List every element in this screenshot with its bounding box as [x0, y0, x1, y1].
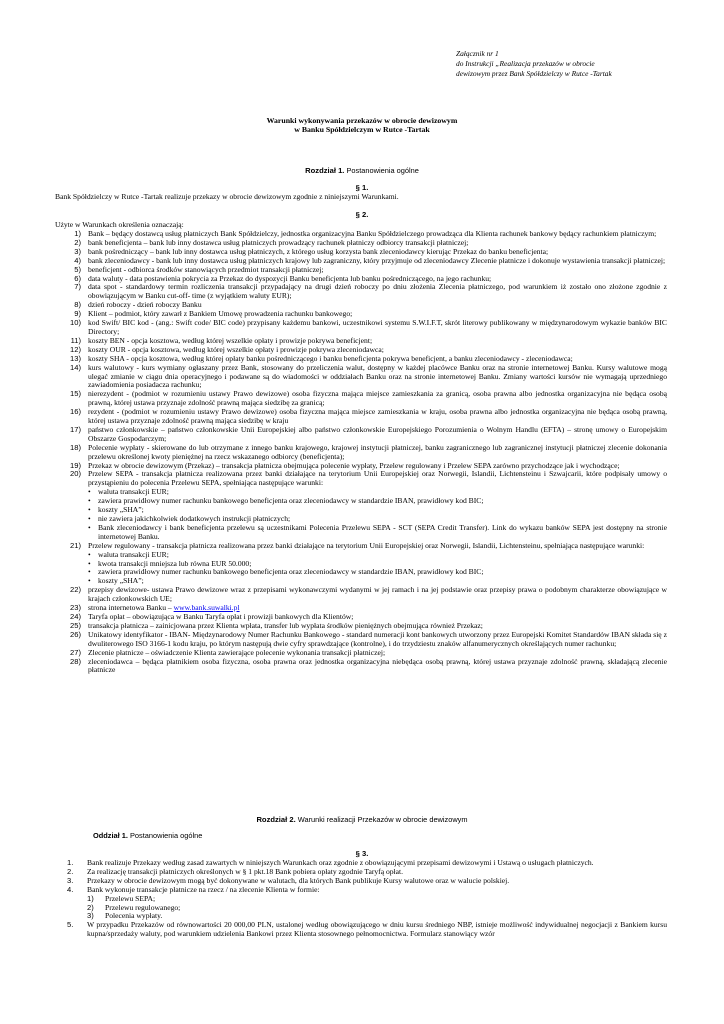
definition-text: bank zleceniodawcy - bank lub inny dostawca usług płatniczych krajowy lub zagraniczny, który przyjmuje od zleceniodawcy Zlecenie płatnicze i dokonuje wystawienia transakcji płatniczej; [88, 255, 666, 265]
definition-number: 11) [70, 335, 81, 345]
rule-number: 5. [67, 920, 74, 930]
rule-number: 1. [67, 858, 74, 867]
definition-text: państwo członkowskie – państwo członkowskie Unii Europejskiej albo państwo członkowskie Europejskiego Porozumienia o Wolnym Handlu (EFTA) – stronę umowy o Europejskim Obszarze Gospodarczym; [88, 424, 667, 443]
definition-text: kurs walutowy - kurs wymiany ogłaszany przez Bank, stosowany do przeliczenia walut, dostępny w każdej placówce Banku oraz na stronie internetowej Banku. Kursy walutowe mogą ulegać zmianie w ciągu dnia operacyjnego i podawane są do wiadomości w oddziałach Banku oraz na stronie internetowej Banku. Zmiany wartości kursów nie wymagają uprzedniego zawiadomienia posiadacza rachunku; [88, 362, 667, 390]
definition-number: 12) [70, 344, 81, 354]
rule-text: Bank realizuje Przekazy według zasad zawartych w niniejszych Warunkach oraz zgodnie z obowiązującymi przepisami dewizowymi i Ustawą o usługach płatniczych. [87, 858, 594, 867]
annex-line: do Instrukcji „Realizacja przekazów w obrocie [456, 59, 595, 68]
definition-text: koszty SHA - opcja kosztowa, według której opłaty banku pośredniczącego i banku beneficjenta pokrywa beneficjent, a banku zleceniodawcy - zleceniodawca; [88, 353, 573, 363]
definition-number: 9) [74, 309, 81, 319]
definition-number: 8) [74, 300, 81, 310]
definition-number: 2) [74, 237, 81, 247]
chapter-title: Postanowienia ogólne [346, 166, 419, 175]
definitions-list [55, 230, 667, 675]
chapter-title: Warunki realizacji Przekazów w obrocie dewizowym [297, 815, 468, 824]
condition-item: • zawiera prawidłowy numer rachunku bankowego beneficjenta oraz zleceniodawcy w standardzie IBAN, prawidłowy kod BIC; [88, 568, 667, 577]
definition-number: 5) [74, 264, 81, 274]
definitions-intro: Użyte w Warunkach określenia oznaczają: [55, 220, 184, 229]
form-option-text: Przelewu SEPA; [105, 893, 156, 903]
definition-number: 16) [70, 407, 81, 417]
definition-text: koszty OUR - opcja kosztowa, według której wszelkie opłaty i prowizje pokrywa zleceniodawca; [88, 344, 384, 354]
rule-text: Za realizację transakcji płatniczych określonych w § 1 pkt.18 Bank pobiera opłaty zgodnie Taryfą opłat. [87, 866, 404, 876]
form-option-text: Polecenia wypłaty. [105, 911, 163, 921]
form-option-number: 1) [87, 893, 94, 903]
condition-item: • waluta transakcji EUR; [88, 488, 667, 497]
definition-number: 17) [70, 424, 81, 434]
condition-item: • koszty „SHA”; [88, 577, 667, 586]
condition-item: • Bank zleceniodawcy i bank beneficjenta przelewu są uczestnikami Polecenia Przelewu SEPA - SCT (SEPA Credit Transfer). Link do wykazu banków SEPA jest dostępny na stronie internetowej Banku. [88, 524, 667, 542]
definition-number: 27) [70, 647, 81, 657]
definition-text: przepisy dewizowe- ustawa Prawo dewizowe wraz z przepisami wykonawczymi wydanymi w jej ramach i na jej podstawie oraz przepisy prawa o podobnym charakterze obowiązujące w krajach członkowskich UE; [88, 585, 667, 604]
document-title [0, 116, 724, 134]
definition-item [55, 658, 667, 676]
condition-item: • koszty „SHA”; [88, 506, 667, 515]
annex-line: Załącznik nr 1 [456, 49, 499, 58]
definition-number: 14) [70, 362, 81, 372]
definition-text: Unikatowy identyfikator - IBAN- Międzynarodowy Numer Rachunku Bankowego - standard numeracji kont bankowych utworzony przez Europejski Komitet Standardów IBAN składa się z dwuliterowego ISO 3166-1 kodu kraju, po którym następują dwie cyfry sprawdzające (kontrolne), i do trzydziestu znaków alfanumerycznych określających numer rachunku; [88, 629, 667, 648]
chapter-label: Rozdział 1. [305, 166, 345, 175]
definition-item [55, 631, 667, 649]
definition-number: 4) [74, 255, 81, 265]
definition-item [55, 283, 667, 301]
conditions-list [88, 551, 667, 587]
definition-number: 23) [70, 603, 81, 613]
division-label: Oddział 1. [93, 831, 128, 840]
rule-number: 3. [67, 875, 74, 885]
definition-item [55, 390, 667, 408]
rule-text: Bank wykonuje transakcje płatnicze na rzecz / na zlecenie Klienta w formie: [87, 884, 320, 894]
paragraph-3-sign: § 3. [355, 849, 369, 858]
definition-item [55, 426, 667, 444]
definition-number: 18) [70, 442, 81, 452]
definition-text: data waluty - data postawienia pokrycia za Przekaz do dyspozycji Banku beneficjenta lub banku pośredniczącego, na jego rachunku; [88, 273, 492, 283]
form-option-number: 2) [87, 902, 94, 912]
definition-text: Klient – podmiot, który zawarł z Bankiem Umowę prowadzenia rachunku bankowego; [88, 309, 353, 319]
form-options-list [87, 895, 667, 922]
definition-text: Zlecenie płatnicze – oświadczenie Klienta zawierające polecenie wykonania transakcji płatniczej; [88, 647, 386, 657]
definition-text: Przelew regulowany - transakcja płatnicza realizowana przez banki działające na terytorium Unii Europejskiej oraz Norwegii, Islandii, Lichtensteinu, spełniająca następujące warunki: [88, 540, 645, 550]
annex-note [456, 49, 718, 79]
definition-number: 28) [70, 656, 81, 666]
form-option-number: 3) [87, 911, 94, 921]
division-title: Postanowienia ogólne [129, 831, 203, 840]
definition-number: 21) [70, 540, 81, 550]
definition-text: koszty BEN - opcja kosztowa, według której wszelkie opłaty i prowizje pokrywa beneficjent; [88, 335, 373, 345]
definition-number: 22) [70, 585, 81, 595]
definition-text: nierezydent - (podmiot w rozumieniu ustawy Prawo dewizowe) osoba fizyczna mająca miejsce zamieszkania za granicą, osoba prawna albo jednostka organizacyjna nie będąca osobą prawną, której ustawa przyznaje zdolność prawną mająca siedzibę za granicą; [88, 389, 667, 408]
definition-item [55, 444, 667, 462]
chapter-label: Rozdział 2. [256, 815, 296, 824]
definition-item [55, 470, 667, 541]
chapter-2-heading [0, 816, 724, 825]
form-option-item [87, 904, 667, 913]
definition-number: 10) [70, 318, 81, 328]
conditions-list [88, 488, 667, 541]
rule-number: 2. [67, 866, 74, 876]
condition-item: • nie zawiera jakichkolwiek dodatkowych instrukcji płatniczych; [88, 515, 667, 524]
title-line: w Banku Spółdzielczym w Rutce -Tartak [294, 125, 430, 134]
definition-item [55, 408, 667, 426]
definition-text: bank pośredniczący – bank lub inny dostawca usług płatniczych, z którego usług korzysta bank zleceniodawcy kierując Przekaz do banku beneficjenta; [88, 246, 549, 256]
rule-item [55, 886, 667, 922]
definition-text: beneficjent - odbiorca środków stanowiących przedmiot transakcji płatniczej; [88, 264, 324, 274]
definition-text: strona internetowa Banku – [88, 603, 174, 613]
paragraph-3-list [55, 859, 667, 939]
rule-item [55, 921, 667, 939]
definition-item [55, 542, 667, 587]
definition-number: 1) [74, 229, 81, 238]
definition-text: transakcja płatnicza – zainicjowana przez Klienta wpłata, transfer lub wypłata środków pieniężnych obejmująca również Przekaz; [88, 620, 483, 630]
definition-text: Polecenie wypłaty - skierowane do lub otrzymane z innego banku krajowego, krajowej instytucji płatniczej, banku zagranicznego lub zagranicznej instytucji płatniczej zlecenie dokonania przelewu określonej kwoty pieniężnej na rzecz wskazanego odbiorcy (beneficjenta); [88, 442, 667, 461]
definition-item [55, 319, 667, 337]
bank-website-link[interactable]: www.bank.suwalki.pl [173, 603, 240, 613]
condition-item: • kwota transakcji mniejsza lub równa EUR 50.000; [88, 560, 667, 569]
title-line: Warunki wykonywania przekazów w obrocie dewizowym [266, 116, 458, 125]
rule-text: W przypadku Przekazów od równowartości 20 000,00 PLN, ustalonej według obowiązującego w dniu kursu średniego NBP, istnieje możliwość indywidualnej negocjacji z Bankiem kursu kupna/sprzedaży waluty, pod warunkiem udzielenia Bankowi przez Klienta stosownego pełnomocnictwa. Formularz stanowiący wzór [87, 920, 667, 939]
definition-text: Przekaz w obrocie dewizowym (Przekaz) – transakcja płatnicza obejmująca polecenie wypłaty, Przelew regulowany i Przelew SEPA zarówno przychodzące jak i wychodzące; [88, 460, 620, 470]
rule-text: Przekazy w obrocie dewizowym mogą być dokonywane w walutach, dla których Bank publikuje Kursy walutowe oraz w walucie polskiej. [87, 875, 510, 885]
definition-number: 24) [70, 611, 81, 621]
definition-item [55, 586, 667, 604]
chapter-1-heading [0, 167, 724, 176]
definition-text: dzień roboczy - dzień roboczy Banku [88, 300, 202, 310]
definition-number: 15) [70, 389, 81, 399]
division-1-heading [93, 832, 202, 841]
definition-number: 25) [70, 620, 81, 630]
definition-text: kod Swift/ BIC kod - (ang.: Swift code/ BIC code) przypisany każdemu bankowi, uczestnikowi systemu S.W.I.F.T, skrót literowy publikowany w międzynarodowym wykazie banków BIC Directory; [88, 318, 667, 336]
definition-item [55, 364, 667, 391]
definition-number: 6) [74, 273, 81, 283]
definition-text: zleceniodawca – będąca płatnikiem osoba fizyczna, osoba prawna oraz jednostka organizacyjna niebędąca osobą prawną, której ustawa przyznaje zdolność prawną, składającą zlecenie płatnicze [88, 656, 667, 675]
definition-number: 3) [74, 246, 81, 256]
definition-number: 26) [70, 629, 81, 639]
paragraph-1-sign: § 1. [355, 183, 369, 192]
definition-number: 20) [70, 469, 81, 479]
definition-text: Taryfa opłat – obowiązująca w Banku Taryfa opłat i prowizji bankowych dla Klientów; [88, 611, 354, 621]
definition-text: Przelew SEPA - transakcja płatnicza realizowana przez banki działające na terytorium Unii Europejskiej oraz Norwegii, Islandii, Lichtensteinu i Szwajcarii, które podpisały umowy o przystąpieniu do polecenia Przelewu SEPA, spełniająca następujące warunki: [88, 469, 667, 488]
rule-number: 4. [67, 884, 74, 894]
definition-text: Bank – będący dostawcą usług płatniczych Bank Spółdzielczy, jednostka organizacyjna Banku Spółdzielczego prowadząca dla Klienta rachunek bankowy będący rachunkiem płatniczym; [88, 229, 657, 238]
annex-line: dewizowym przez Bank Spółdzielczy w Rutce -Tartak [456, 69, 612, 78]
definition-text: rezydent - (podmiot w rozumieniu ustawy Prawo dewizowe) osoba fizyczna mająca miejsce zamieszkania w kraju, osoba prawna albo jednostka organizacyjna nie będąca osobą prawną, której ustawa przyznaje zdolność prawną mająca siedzibę w kraju [88, 407, 667, 426]
condition-item: • zawiera prawidłowy numer rachunku bankowego beneficjenta oraz zleceniodawcy w standardzie IBAN, prawidłowy kod BIC; [88, 497, 667, 506]
condition-item: • waluta transakcji EUR; [88, 551, 667, 560]
definition-number: 7) [74, 282, 81, 292]
definition-text: bank beneficjenta – bank lub inny dostawca usług płatniczych prowadzący rachunek płatniczy odbiorcy transakcji płatniczej; [88, 237, 469, 247]
definition-number: 13) [70, 353, 81, 363]
paragraph-1-text: Bank Spółdzielczy w Rutce -Tartak realizuje przekazy w obrocie dewizowym zgodnie z niniejszymi Warunkami. [55, 192, 399, 201]
definition-number: 19) [70, 460, 81, 470]
paragraph-2-sign: § 2. [355, 210, 369, 219]
form-option-text: Przelewu regulowanego; [105, 902, 181, 912]
definition-text: data spot - standardowy termin rozliczenia transakcji przypadający na drugi dzień roboczy po dniu złożenia Zlecenia płatniczego, pod warunkiem iż zostało ono złożone zgodnie z obowiązującym w Banku cut-off- time (z wyjątkiem waluty EUR); [88, 282, 667, 301]
